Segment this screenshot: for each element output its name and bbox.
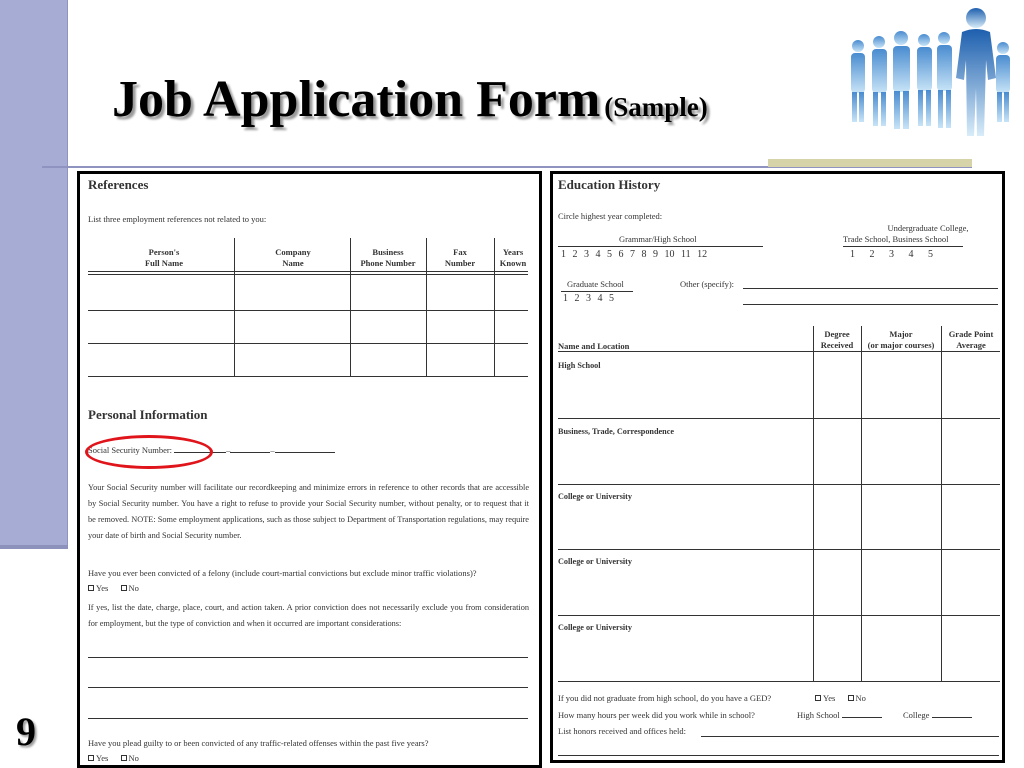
row-college-2: College or University — [558, 557, 632, 566]
slide-title-main: Job Application Form — [112, 71, 601, 128]
other-specify-label: Other (specify): — [680, 279, 735, 289]
table-row[interactable] — [558, 615, 1000, 616]
table-row[interactable] — [558, 549, 1000, 550]
ssn-field[interactable]: Social Security Number: – – — [88, 445, 335, 455]
col-fax-number: Fax Number — [444, 247, 476, 268]
table-row[interactable] — [88, 310, 528, 311]
slide-title — [112, 70, 708, 129]
ged-answer[interactable] — [815, 693, 876, 703]
honors-line[interactable] — [701, 736, 999, 737]
col-person-name: Person's Full Name — [144, 247, 183, 268]
education-heading: Education History — [558, 177, 661, 192]
felony-followup: If yes, list the date, charge, place, court, and action taken. A prior conviction does not necessarily exclude you from consideration for employment, but the type of conviction and when it occurred are important considerations: — [88, 603, 529, 628]
traffic-question: Have you plead guilty to or been convicted of any traffic-related offenses within the past five years? — [88, 738, 429, 748]
table-row[interactable] — [558, 681, 1000, 682]
grammar-years[interactable]: 1 2 3 4 5 6 7 8 9 10 11 12 — [561, 249, 708, 260]
slide-number: 9 — [16, 709, 36, 754]
ged-question: If you did not graduate from high school, do you have a GED? — [558, 693, 772, 703]
references-personal-form — [77, 171, 542, 768]
table-row[interactable] — [88, 343, 528, 344]
felony-details-line[interactable] — [88, 657, 528, 658]
side-accent-bar-edge — [0, 545, 68, 549]
slide-title-subtitle: (Sample) — [604, 92, 708, 122]
side-accent-bar — [0, 0, 68, 548]
row-business-trade: Business, Trade, Correspondence — [558, 427, 674, 436]
felony-question: Have you ever been convicted of a felony (include court-martial convictions but exclude minor traffic violations)? — [88, 568, 477, 578]
circle-year-label: Circle highest year completed: — [558, 211, 663, 221]
col-business-phone: Business Phone Number — [360, 247, 416, 268]
felony-details-line[interactable] — [88, 687, 528, 688]
table-row[interactable] — [558, 418, 1000, 419]
col-major: Major (or major courses) — [867, 329, 935, 350]
graduate-school-label: Graduate School — [567, 279, 624, 289]
honors-label: List honors received and offices held: — [558, 726, 687, 736]
hours-college[interactable]: College — [903, 710, 972, 720]
felony-details-line[interactable] — [88, 718, 528, 719]
title-divider-accent — [768, 159, 972, 167]
felony-yes-checkbox[interactable]: Yes — [88, 583, 108, 593]
felony-answer[interactable] — [88, 583, 149, 593]
ged-no-checkbox[interactable]: No — [848, 693, 866, 703]
ssn-note: Your Social Security number will facilitate our recordkeeping and minimize errors in reference to other records that are accessible by Social Security number. You have a right to refuse to provide your Social Security number, without penalty, or to request that it be removed. NOTE: Some employment applications, such as those subject to Department of Transportation regulations, may require your date of birth and Social Security number. — [88, 483, 529, 540]
undergrad-years[interactable]: 1 2 3 4 5 — [850, 249, 933, 260]
honors-line-2[interactable] — [558, 755, 999, 756]
hours-high-school[interactable]: High School — [797, 710, 882, 720]
references-intro: List three employment references not related to you: — [88, 214, 267, 224]
grammar-school-label: Grammar/High School — [619, 234, 697, 244]
traffic-yes-checkbox[interactable]: Yes — [88, 753, 108, 763]
col-name-location: Name and Location — [558, 341, 630, 351]
row-college-3: College or University — [558, 623, 632, 632]
traffic-no-checkbox[interactable]: No — [121, 753, 139, 763]
undergrad-label-2: Trade School, Business School — [843, 234, 949, 244]
undergrad-label-1: Undergraduate College, — [887, 223, 969, 233]
table-row[interactable] — [558, 484, 1000, 485]
table-row[interactable] — [88, 376, 528, 377]
other-specify-line-2[interactable] — [743, 304, 998, 305]
business-people-icon — [846, 4, 1016, 138]
hours-question: How many hours per week did you work while in school? — [558, 710, 755, 720]
col-company-name: Company Name — [275, 247, 311, 268]
row-high-school: High School — [558, 361, 601, 370]
ssn-highlight-oval — [85, 435, 213, 469]
references-heading: References — [88, 177, 149, 192]
row-college-1: College or University — [558, 492, 632, 501]
col-degree-received: Degree Received — [820, 329, 854, 350]
personal-info-heading: Personal Information — [88, 407, 208, 422]
col-gpa: Grade Point Average — [948, 329, 994, 350]
traffic-answer[interactable] — [88, 753, 149, 763]
felony-no-checkbox[interactable]: No — [121, 583, 139, 593]
other-specify-line[interactable] — [743, 288, 998, 289]
graduate-years[interactable]: 1 2 3 4 5 — [563, 293, 614, 304]
col-years-known: Years Known — [499, 247, 527, 268]
ged-yes-checkbox[interactable]: Yes — [815, 693, 835, 703]
education-history-form — [550, 171, 1005, 763]
